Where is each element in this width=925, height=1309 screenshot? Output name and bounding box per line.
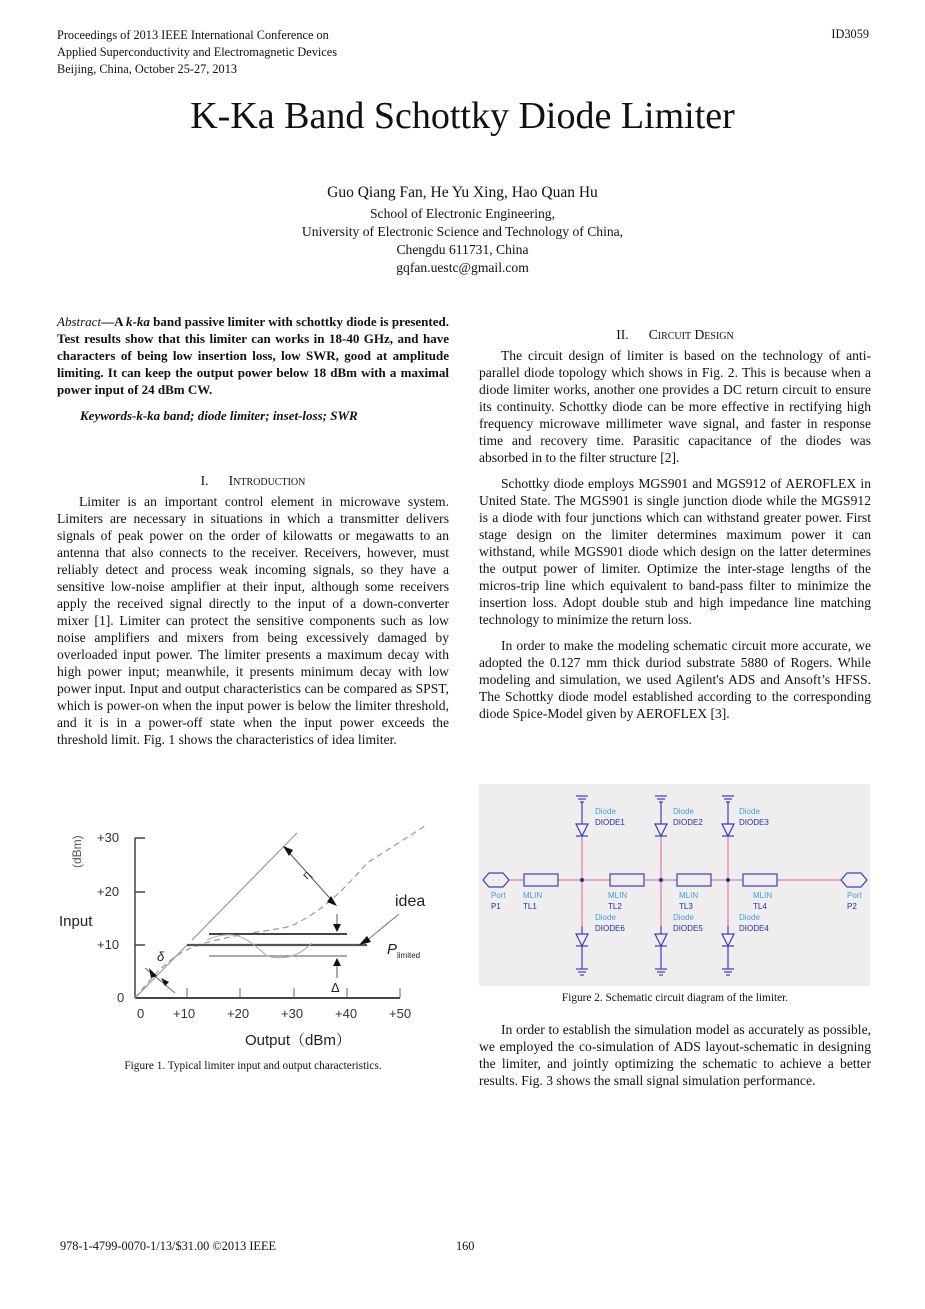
paper-id: ID3059	[831, 27, 869, 41]
svg-text:DIODE6: DIODE6	[595, 924, 625, 933]
header-line: Applied Superconductivity and Electromagnetic Devices	[57, 45, 338, 59]
p-limited-label: P	[387, 941, 398, 958]
idea-label: idea	[395, 893, 426, 910]
abstract	[57, 313, 449, 398]
paragraph-cosimulation	[479, 1021, 871, 1089]
delta-label: Δ	[331, 980, 340, 995]
abstract-term: k-ka	[126, 314, 150, 329]
page-number: 160	[456, 1239, 475, 1253]
svg-text:DIODE1: DIODE1	[595, 818, 625, 827]
svg-text:TL2: TL2	[608, 902, 622, 911]
authors: Guo Qiang Fan, He Yu Xing, Hao Quan Hu	[327, 184, 598, 201]
figure-2-caption: Figure 2. Schematic circuit diagram of the limiter.	[561, 992, 789, 1004]
svg-text:DIODE5: DIODE5	[673, 924, 703, 933]
keywords: Keywords-k-ka band; diode limiter; inset-loss; SWR	[80, 408, 358, 423]
svg-text:TL4: TL4	[753, 902, 767, 911]
p-limited-subscript: limited	[397, 951, 421, 960]
svg-text:MLIN: MLIN	[523, 891, 543, 900]
svg-text:Diode: Diode	[673, 807, 694, 816]
svg-text:Diode: Diode	[739, 913, 760, 922]
svg-text:TL1: TL1	[523, 902, 537, 911]
svg-text:DIODE4: DIODE4	[739, 924, 769, 933]
affiliation-line: School of Electronic Engineering,	[370, 206, 555, 221]
svg-text:DIODE2: DIODE2	[673, 818, 703, 827]
paragraph: In order to make the modeling schematic circuit more accurate, we adopted the 0.127 mm thick duriod substrate 5880 of Rogers. While modeling and simulation, we used Agilent's ADS and Ansoft’s HFSS. The Schottky diode model established according to the corresponding diode Spice-Model given by AEROFLEX [3].	[479, 638, 871, 721]
section-introduction	[57, 472, 449, 748]
footer-isbn: 978-1-4799-0070-1/13/$31.00 ©2013 IEEE	[60, 1239, 276, 1253]
svg-text:+20: +20	[97, 884, 120, 899]
svg-text:MLIN: MLIN	[608, 891, 628, 900]
paragraph: In order to establish the simulation model as accurately as possible, we employed the co-simulation of ADS layout-schematic in designing the limiter, and jointly optimizing the schematic to achieve a better results. Fig. 3 shows the small signal simulation performance.	[479, 1022, 871, 1088]
paragraph: Limiter is an important control element in microwave system. Limiters are necessary in situations in which a transmitter delivers signals of peak power on the order of kilowatts or megawatts to an antenna that also connects to the receiver. Receivers, however, must reliably detect and process weak incoming signals, so they have a sensitive low-noise amplifier at their input, although some receivers apply the received signal directly to the input of a down-converter mixer [1]. Limiter can protect the sensitive components such as low noise amplifiers and mixers from being excessively damaged by overloaded input power. The limiter presents a maximum decay with high power input; meanwhile, it presents minimum decay with low power input. Input and output characteristics can be compared as SPST, which is power-on when the input power is below the limiter threshold, and it is in a power-off state when the input power exceeds the threshold limit. Fig. 1 shows the characteristics of idea limiter.	[57, 494, 449, 747]
paragraph: Schottky diode employs MGS901 and MGS912 of AEROFLEX in United State. The MGS901 is single junction diode while the MGS912 is a diode with four junctions which can withstand greater power. First stage design on the limiter determines maximum power it can withstand, while MGS901 diode which design on the latter determines the output power of limiter. Optimize the inter-stage lengths of the micros-trip line which equivalent to band-pass filter to minimize the insertion loss. Adopt double stub and high impedance line matching technology to minimize the return loss.	[479, 476, 871, 627]
email: gqfan.uestc@gmail.com	[396, 260, 529, 275]
svg-text:0: 0	[137, 1006, 145, 1021]
svg-text:+20: +20	[227, 1006, 250, 1021]
svg-text:Diode: Diode	[595, 807, 616, 816]
svg-text:0: 0	[117, 990, 125, 1005]
svg-text:+30: +30	[281, 1006, 304, 1021]
eta-label: η	[299, 867, 314, 883]
svg-text:Port: Port	[491, 891, 506, 900]
svg-text:+40: +40	[335, 1006, 358, 1021]
limiter-schematic	[479, 784, 870, 986]
section-heading	[479, 326, 871, 343]
svg-text:Diode: Diode	[595, 913, 616, 922]
paragraph: The circuit design of limiter is based on the technology of anti-parallel diode topology which shows in Fig. 2. This is because when a diode limiter works, another one provides a DC return circuit to ensure its continuity. Schottky diode can be more effective in rectifying high frequency microwave millimeter wave signal, and faster in response time and recovery time. Parasitic capacitance of the diodes was absorbed in to the filter structure [2].	[479, 348, 871, 465]
section-number: I.	[200, 473, 209, 488]
limiter-characteristic-plot	[57, 818, 457, 1053]
svg-text:P2: P2	[847, 902, 857, 911]
svg-text:+10: +10	[173, 1006, 196, 1021]
abstract-lead: Abstract	[57, 314, 102, 329]
svg-text:MLIN: MLIN	[753, 891, 773, 900]
svg-text:Port: Port	[847, 891, 862, 900]
y-axis-label: Input	[59, 913, 93, 930]
section-number: II.	[616, 327, 629, 342]
svg-text:MLIN: MLIN	[679, 891, 699, 900]
conference-header	[57, 27, 337, 78]
affiliation-line: University of Electronic Science and Technology of China,	[301, 224, 624, 239]
svg-text:Diode: Diode	[739, 807, 760, 816]
figure-1-limiter-characteristics	[57, 818, 457, 1053]
header-line: Beijing, China, October 25-27, 2013	[57, 62, 237, 76]
section-title: Introduction	[228, 473, 306, 488]
svg-text:DIODE3: DIODE3	[739, 818, 769, 827]
abstract-dash: —A	[101, 314, 127, 329]
figure-1-caption: Figure 1. Typical limiter input and output characteristics.	[124, 1060, 382, 1072]
x-axis-label: Output（dBm）	[245, 1032, 351, 1049]
delta-small-label: δ	[157, 949, 165, 964]
svg-text:+10: +10	[97, 937, 120, 952]
section-title: Circuit Design	[648, 327, 734, 342]
abstract-text: band passive limiter with schottky diode is presented. Test results show that this limiter can works in 18-40 GHz, and have characters of being low insertion loss, low SWR, good at amplitude limiting. It can keep the output power below 18 dBm with a maximal power input of 24 dBm CW.	[57, 314, 449, 397]
figure-2-schematic	[479, 784, 870, 986]
section-heading	[57, 472, 449, 489]
svg-text:Diode: Diode	[673, 913, 694, 922]
svg-text:TL3: TL3	[679, 902, 693, 911]
svg-text:+50: +50	[389, 1006, 412, 1021]
section-circuit-design	[479, 326, 871, 722]
svg-text:P1: P1	[491, 902, 501, 911]
affiliation	[0, 205, 925, 277]
svg-text:+30: +30	[97, 830, 120, 845]
header-line: Proceedings of 2013 IEEE International Conference on	[57, 28, 329, 42]
paper-title: K-Ka Band Schottky Diode Limiter	[190, 95, 735, 137]
affiliation-line: Chengdu 611731, China	[396, 242, 529, 257]
y-axis-unit: (dBm)	[70, 835, 84, 868]
